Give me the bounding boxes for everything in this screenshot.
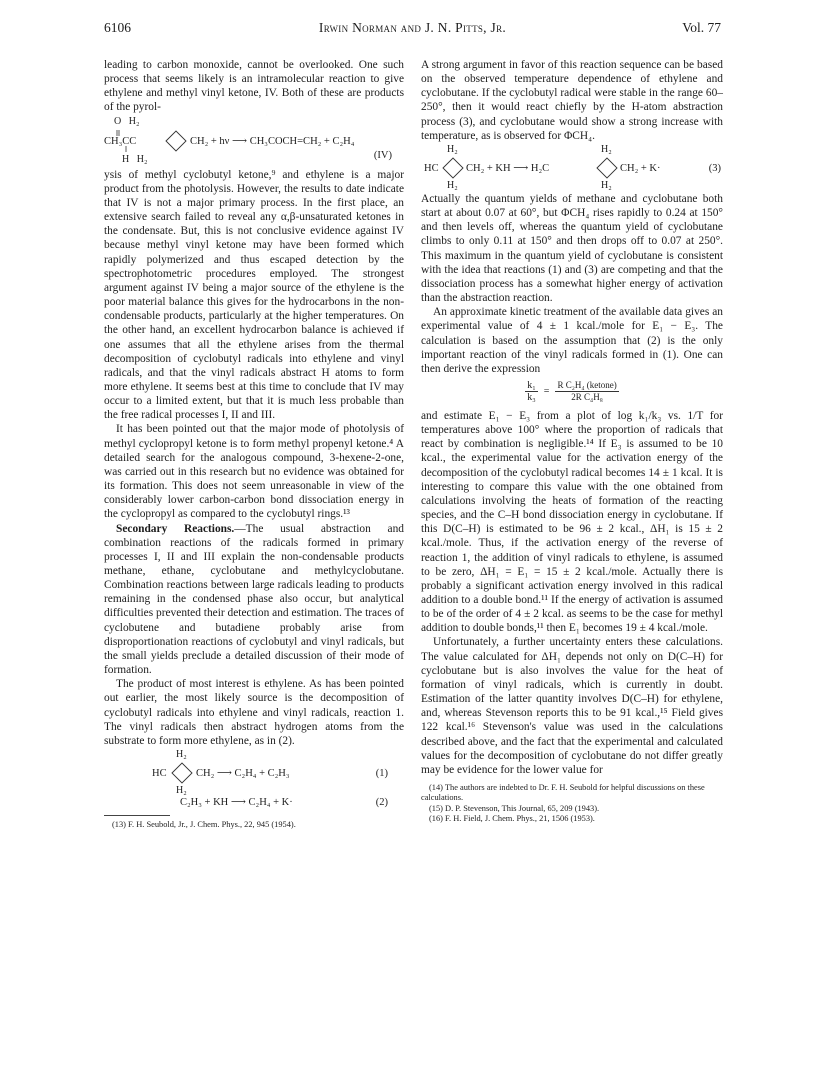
eq-3-right: CH₂ + K·	[620, 162, 661, 174]
paragraph: A strong argument in favor of this reaction sequence can be based on the observed temperature dependence of ethylene and cyclobutane. If the cyclobutyl radical were stable in the range 60–250°, then it would react chiefly by the H-atom abstraction process (3), and cyclobutane would show a strong increase with temperature, as is observed for ΦCH₄.	[421, 59, 723, 142]
eq-1-label: (1)	[375, 768, 388, 780]
footnote-13: (13) F. H. Seubold, Jr., J. Chem. Phys., 22, 945 (1954).	[112, 820, 296, 830]
eq-1-bottom: H₂	[176, 785, 187, 797]
eq-iv-label: (IV)	[373, 149, 392, 161]
right-column	[421, 58, 723, 824]
eq-3-bottom-b: H₂	[601, 179, 612, 191]
eq-1-top: H₂	[176, 749, 187, 761]
paragraph	[104, 522, 404, 678]
paragraph: and estimate E₁ − E₃ from a plot of log k₁/k₃ vs. 1/T for temperatures above 100° where the proportion of radicals that react by combination is negligible.¹⁴ If E₃ is assumed to be 10 kcal., the experimental value for the activation energy of the decomposition of the cyclobutyl radical becomes 14 ± 1 kcal. It is interesting to compare this value with the one obtained from calculations involving the heats of formation of the reacting species, and the C–H bond dissociation energy in cyclobutane. If this D(C–H) is estimated to be 96 ± 2 kcal., ΔH₁ is 15 ± 2 kcal./mole. Thus, if the activation energy of the reverse of reaction 1, the addition of vinyl radicals to ethylene, is assumed to be zero, ΔH₁ = E₁ = 15 ± 2 kcal./mole. Actually there is probably a significant activation energy involved in this radical addition to a double bond.¹¹ If the energy of activation is assumed to be of the order of 4 ± 2 kcal. as seems to be the case for methyl addition to double bonds,¹¹ then E₁ becomes 19 ± 4 kcal./mole.	[421, 409, 723, 635]
paragraph-text: —The usual abstraction and combination reactions of the radicals formed in primary processes I, II and III explain the non-condensable products methane, ethane, cyclobutane and methylcyclobutane. Combination reactions between large radicals leading to products remaining in the condensed phase also occur, but analytical difficulties prevented their detection and estimation. The traces of cyclobutene and butadiene probably arise from disproportionation reactions of cyclobutyl and vinyl radicals, but the small yields preclude a detailed discussion of their mode of formation.	[104, 522, 404, 677]
eq-3-label: (3)	[708, 162, 721, 174]
page-number: 6106	[104, 20, 131, 35]
running-title: Irwin Norman and J. N. Pitts, Jr.	[318, 20, 507, 35]
equation-2	[104, 796, 404, 810]
eq-iv-bottom-atoms: H H₂	[122, 153, 148, 165]
footnotes	[421, 783, 723, 824]
frac-lhs-den: k₃	[527, 391, 536, 403]
paragraph: Actually the quantum yields of methane and cyclobutane both start at about 0.07 at 60°, but ΦCH₄ rises rapidly to 0.24 at 150° and then levels off, whereas the quantum yield of cyclobutane climbs to only 0.11 at 150° and then drops off to 0.07 at 250°. This maximum in the quantum yield of cyclobutane is consistent with the idea that reactions (1) and (3) are competing and that the dissociation process has a somewhat higher energy of activation than the abstraction reaction.	[421, 192, 723, 305]
eq-3-left: HC	[424, 162, 439, 174]
equals-sign: =	[543, 385, 550, 397]
frac-lhs-num: k₁	[527, 379, 536, 391]
section-heading: Secondary Reactions.	[116, 522, 235, 535]
eq-iv-rest: CH₂ + hν ⟶ CH₃COCH=CH₂ + C₂H₄	[190, 135, 355, 147]
eq-iv-main: CH₃CC	[104, 135, 137, 147]
eq-3-top-a: H₂	[447, 143, 458, 155]
frac-rhs-num: R C₂H₄ (ketone)	[557, 379, 617, 390]
eq-2-text: C₂H₃ + KH ⟶ C₂H₄ + K·	[180, 797, 293, 809]
eq-1-rest: CH₂ ⟶ C₂H₄ + C₂H₃	[196, 768, 290, 780]
eq-3-bottom-a: H₂	[447, 179, 458, 191]
eq-3-mid: CH₂ + KH ⟶ H₂C	[466, 162, 550, 174]
footnote: (14) The authors are indebted to Dr. F. H. Seubold for helpful discussions on these calculations.	[421, 783, 705, 803]
eq-iv-top-atoms: O H₂	[114, 115, 140, 127]
frac-rhs-den: 2R C₄H₈	[571, 391, 603, 402]
volume-number: Vol. 77	[682, 20, 721, 35]
paragraph: Unfortunately, a further uncertainty enters these calculations. The value calculated for ΔH₁ depends not only on D(C–H) for cyclobutane but is also involves the value for the heat of formation of vinyl radicals, which is currently in doubt. Estimation of the latter quantity involves D(C–H) for ethylene, and, whereas Stevenson reports this to be 91 kcal.,¹⁵ Field gives 122 kcal.¹⁶ Stevenson's value was used in the calculations described above, and the fact that the experimental and calculated values for the decomposition of cyclobutane do not differ greatly may be evidence for the lower value for	[421, 636, 723, 776]
equation-3	[421, 145, 723, 191]
running-header	[104, 20, 721, 38]
paragraph: leading to carbon monoxide, cannot be overlooked. One such process that seems likely is an intramolecular reaction to give ethylene and methyl vinyl ketone, IV. Both of these are products of the pyrol-	[104, 59, 404, 114]
paragraph: The product of most interest is ethylene. As has been pointed out earlier, the most likely source is the decomposition of cyclobutyl radicals into ethylene and vinyl radicals, reaction 1. The vinyl radicals then abstract hydrogen atoms from the substrate to form more ethylene, as in (2).	[104, 678, 404, 747]
equation-iv	[104, 116, 404, 166]
rate-ratio-expression	[421, 380, 723, 403]
eq-1-main: HC	[152, 768, 167, 780]
eq-3-top-b: H₂	[601, 143, 612, 155]
left-column	[104, 58, 404, 830]
paragraph: It has been pointed out that the major mode of photolysis of methyl cyclopropyl ketone is to form methyl propenyl ketone.⁴ A detailed search for the analogous compound, 3-hexene-2-one, was carried out in this research but no evidence was obtained for its formation. This does not seem unreasonable in view of the considerably lower carbon-carbon bond dissociation energy in the cyclopropyl as compared to the cyclobutyl rings.¹³	[104, 423, 404, 521]
paragraph: An approximate kinetic treatment of the available data gives an experimental value of 4 ± 1 kcal./mole for E₁ − E₃. The calculation is based on the assumption that (2) is the only important reaction of the vinyl radicals formed in (1). One can then derive the expression	[421, 306, 723, 375]
footnote: (16) F. H. Field, J. Chem. Phys., 21, 1506 (1953).	[429, 813, 595, 823]
eq-2-label: (2)	[375, 797, 388, 809]
footnote: (15) D. P. Stevenson, This Journal, 65, 209 (1943).	[429, 803, 600, 813]
equation-1	[104, 750, 404, 796]
paragraph: ysis of methyl cyclobutyl ketone,⁹ and ethylene is a major product from the photolysis. However, the results to date indicate that IV is not a major primary process. In the first place, an extensive search failed to reveal any α,β-unsaturated ketones in the condensate. But, this is not conclusive evidence against IV because methyl vinyl ketone may have been formed which rapidly polymerized and thus escaped detection by the spectrophotometric procedures employed. The strongest argument against IV being a major source of the ethylene is the poor material balance this gives for the hydrocarbons in the non-condensable products, particularly at the higher temperatures. On the other hand, an excellent hydrocarbon balance is achieved if one assumes that all the ethylene arises from the thermal decomposition of cyclobutyl radicals into ethylene and vinyl radicals, and that the vinyl radicals abstract H atoms to form more ethylene. It seems best at this time to conclude that IV may occur to a limited extent, but that it is much less probable than the free radical processes I, II and III.	[104, 168, 404, 422]
footnote-rule	[104, 815, 170, 816]
